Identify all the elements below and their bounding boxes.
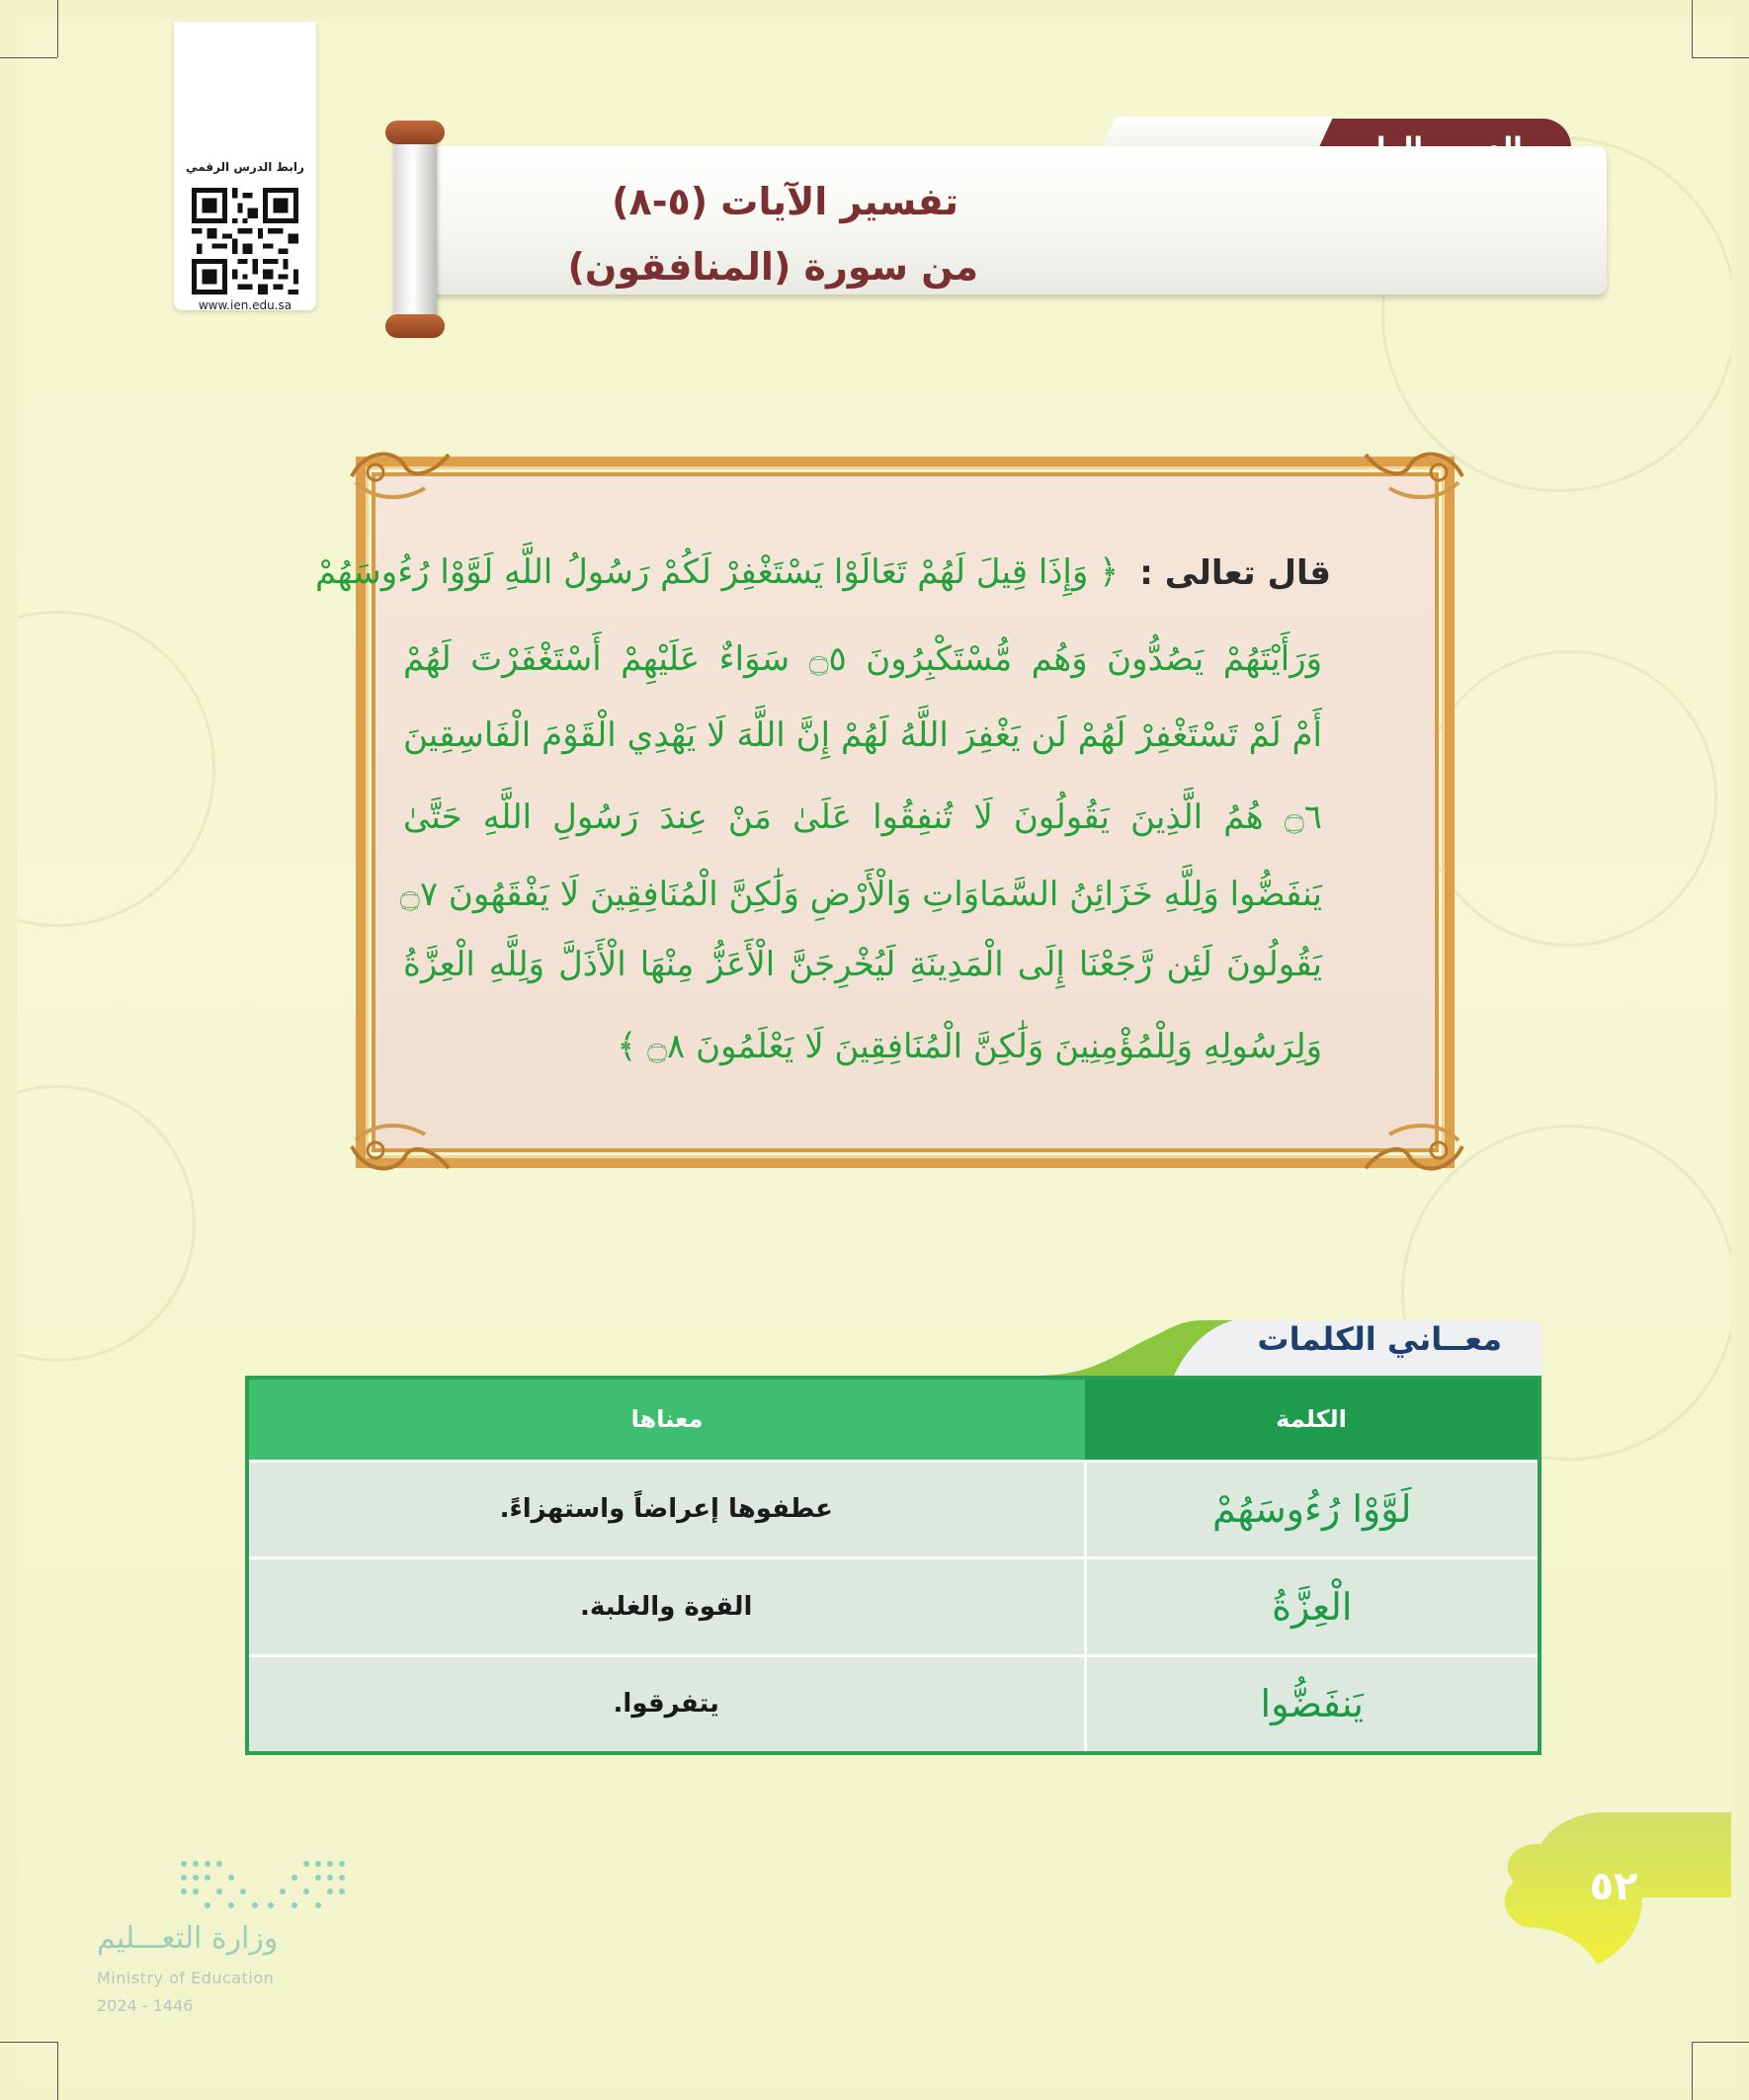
verse-line: ۝٦ هُمُ الَّذِينَ يَقُولُونَ لَا تُنفِقُوا عَلَىٰ مَنْ عِندَ رَسُولِ اللَّهِ حَتَّىٰ (403, 798, 1322, 837)
scroll-roll (393, 128, 437, 326)
scroll-cap-bottom (385, 314, 445, 338)
verse-line: يَنفَضُّوا وَلِلَّهِ خَزَائِنُ السَّمَاوَاتِ وَالْأَرْضِ وَلَٰكِنَّ الْمُنَافِقِينَ لَا يَفْقَهُونَ ۝٧ (399, 875, 1322, 914)
meanings-table (245, 1376, 1541, 1755)
crop-mark (57, 2042, 58, 2100)
column-header-word: الكلمة (1085, 1378, 1540, 1461)
crop-mark (0, 2042, 57, 2043)
crop-mark (1692, 0, 1693, 57)
crop-mark (57, 0, 58, 57)
verse-line: وَلِرَسُولِهِ وَلِلْمُؤْمِنِينَ وَلَٰكِنَّ الْمُنَافِقِينَ لَا يَعْلَمُونَ ۝٨ ﴾ (617, 1027, 1322, 1066)
verse-line: أَمْ لَمْ تَسْتَغْفِرْ لَهُمْ لَن يَغْفِرَ اللَّهُ لَهُمْ إِنَّ اللَّهَ لَا يَهْدِي الْقَوْمَ الْفَاسِقِينَ (403, 715, 1322, 755)
column-header-meaning: معناها (247, 1378, 1085, 1461)
frame-corner-ornament (346, 443, 455, 510)
meaning-cell: عطفوها إعراضاً واستهزاءً. (247, 1461, 1085, 1558)
verse-line: يَقُولُونَ لَئِن رَّجَعْنَا إِلَى الْمَدِينَةِ لَيُخْرِجَنَّ الْأَعَزُّ مِنْهَا الْأَذَلَّ وَلِلَّهِ الْعِزَّةُ (403, 945, 1322, 984)
digital-lesson-qr-card[interactable] (174, 22, 316, 310)
meaning-cell: يتفرقوا. (247, 1655, 1085, 1753)
lesson-subtitle: من سورة (المنافقون) (567, 245, 978, 289)
ministry-logo-icon (174, 1854, 352, 1913)
crop-mark (1692, 2042, 1693, 2100)
scroll-cap-top (385, 121, 445, 144)
qr-code-icon[interactable] (192, 188, 298, 294)
frame-corner-ornament (1360, 443, 1468, 510)
lesson-title: تفسير الآيات (٥-٨) (612, 180, 958, 223)
meaning-cell: القوة والغلبة. (247, 1558, 1085, 1656)
verse-line: ﴿ وَإِذَا قِيلَ لَهُمْ تَعَالَوْا يَسْتَغْفِرْ لَكُمْ رَسُولُ اللَّهِ لَوَّوْا رُءُوسَهُمْ (314, 552, 1119, 592)
qr-url[interactable]: www.ien.edu.sa (198, 298, 292, 312)
crop-mark (1692, 57, 1749, 58)
ministry-year: 2024 - 1446 (97, 1996, 194, 2015)
table-row (247, 1461, 1540, 1558)
table-row (247, 1655, 1540, 1753)
verse-intro: قال تعالى : (1139, 553, 1331, 593)
frame-corner-ornament (346, 1113, 455, 1180)
qr-label: رابط الدرس الرقمي (186, 160, 304, 174)
verse-line: وَرَأَيْتَهُمْ يَصُدُّونَ وَهُم مُّسْتَكْبِرُونَ ۝٥ سَوَاءٌ عَلَيْهِمْ أَسْتَغْفَرْتَ لَهُمْ (403, 639, 1323, 679)
frame-corner-ornament (1360, 1113, 1468, 1180)
meanings-heading: معــاني الكلمات (1257, 1320, 1502, 1358)
crop-mark (0, 57, 57, 58)
ministry-name-arabic: وزارة التعـــليم (97, 1921, 279, 1956)
table-row (247, 1558, 1540, 1656)
ministry-name-english: Ministry of Education (97, 1969, 275, 1987)
crop-mark (1692, 2042, 1749, 2043)
word-cell: الْعِزَّةُ (1085, 1558, 1540, 1656)
word-cell: يَنفَضُّوا (1085, 1655, 1540, 1753)
page-number: ٥٢ (1589, 1864, 1638, 1909)
word-cell: لَوَّوْا رُءُوسَهُمْ (1085, 1461, 1540, 1558)
